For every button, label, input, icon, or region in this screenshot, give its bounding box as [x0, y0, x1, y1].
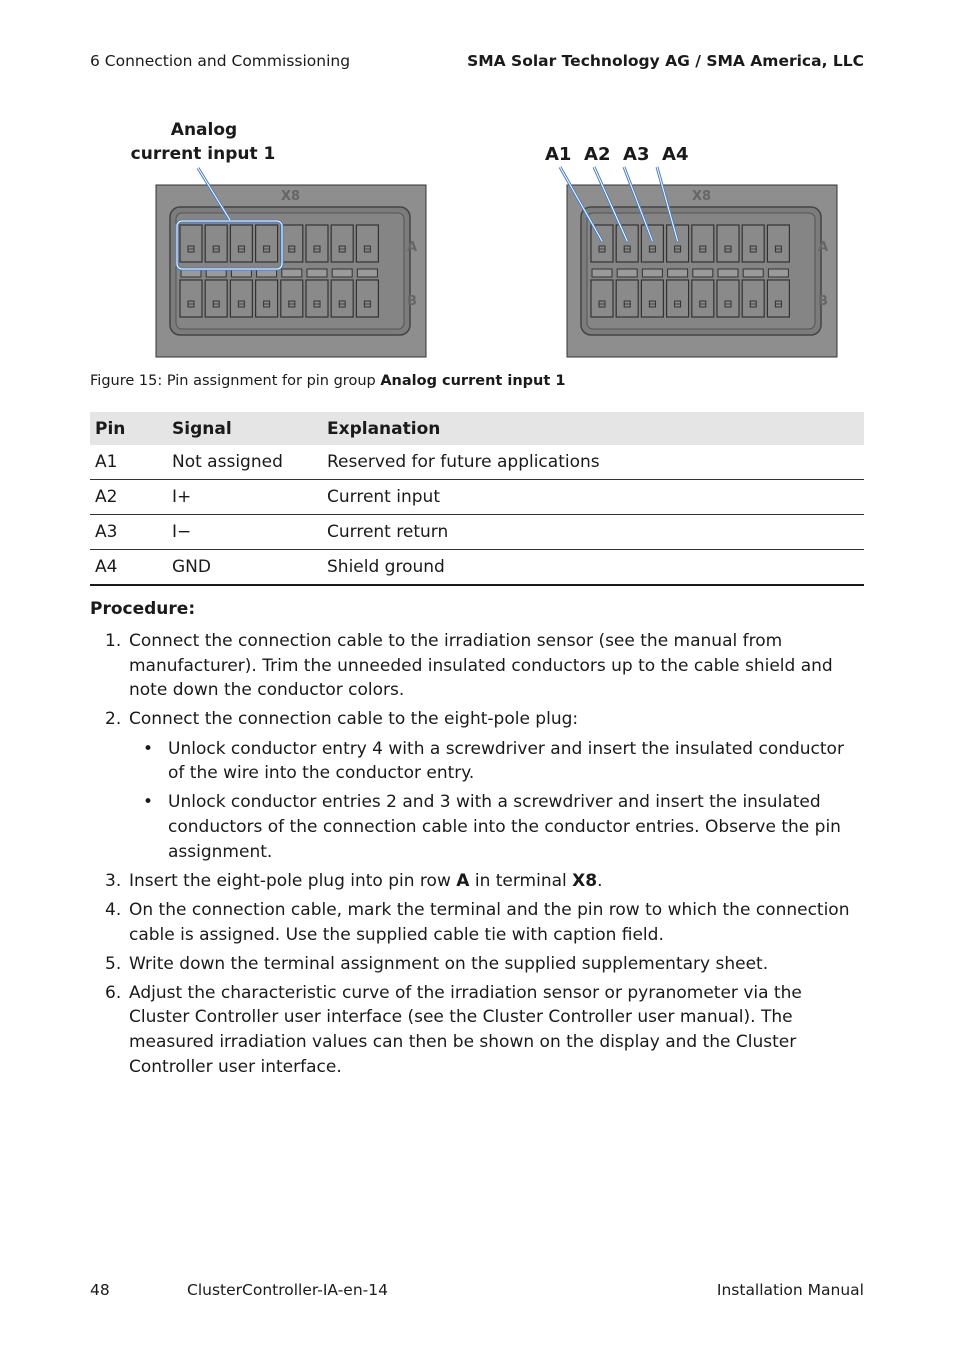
pin-assignment-table: [90, 412, 864, 586]
cell-signal: I+: [167, 480, 322, 515]
bullet-text: Unlock conductor entries 2 and 3 with a screwdriver and insert the insulated conductors of the connection cable into the conductor entries. Observe the pin assignment.: [168, 792, 841, 862]
pin-row-a: [356, 225, 378, 262]
pin-label-slot: [693, 269, 713, 277]
pin-row-b: [205, 280, 227, 317]
pin-row-a: [306, 225, 328, 262]
step-text: Connect the connection cable to the eight-pole plug:: [129, 709, 579, 730]
col-explanation: Explanation: [322, 412, 864, 445]
figure-left: [90, 110, 450, 370]
pin-row-b: [641, 280, 663, 317]
pin-label-slot: [668, 269, 688, 277]
procedure-step: [90, 869, 860, 894]
step-text: On the connection cable, mark the terminal and the pin row to which the connection cable is assigned. Use the supplied cable tie with caption field.: [129, 899, 850, 945]
procedure-title: Procedure:: [90, 599, 196, 619]
table-row: [90, 480, 864, 515]
pin-label-a4: A4: [662, 144, 689, 165]
col-signal: Signal: [167, 412, 322, 445]
step-number: 6.: [105, 982, 122, 1003]
bullet-item: [90, 790, 860, 864]
step-bold-terminal: X8: [572, 870, 598, 891]
terminal-label: X8: [692, 189, 712, 204]
pin-row-a: [742, 225, 764, 262]
row-label-b: B: [818, 294, 828, 309]
cell-explanation: Current return: [322, 515, 864, 550]
cell-pin: A3: [90, 515, 167, 550]
step-text-part: Insert the eight-pole plug into pin row: [129, 870, 457, 891]
document-id: ClusterController-IA-en-14: [187, 1281, 388, 1299]
procedure-step: [90, 707, 860, 732]
procedure-step: [90, 898, 860, 947]
pin-row-a: [205, 225, 227, 262]
section-header: 6 Connection and Commissioning: [90, 52, 351, 70]
pin-label-a2: A2: [584, 144, 611, 165]
table-header-row: [90, 412, 864, 445]
pin-row-a: [180, 225, 202, 262]
pin-row-a: [692, 225, 714, 262]
pin-label-slot: [282, 269, 302, 277]
table-row: [90, 550, 864, 586]
step-text: Connect the connection cable to the irradiation sensor (see the manual from manufacturer). Trim the unneeded insulated conductors up to the cable shield and note down the conductor colors.: [129, 631, 833, 701]
pin-label-slot: [332, 269, 352, 277]
pin-row-a: [667, 225, 689, 262]
pin-row-b: [180, 280, 202, 317]
pin-row-b: [692, 280, 714, 317]
table-row: [90, 515, 864, 550]
row-label-b: B: [407, 294, 417, 309]
pin-row-a: [616, 225, 638, 262]
pin-row-a: [767, 225, 789, 262]
bullet-dot: •: [143, 738, 154, 759]
pin-label-slot: [592, 269, 612, 277]
bullet-text: Unlock conductor entry 4 with a screwdriver and insert the insulated conductor of the wire into the conductor entry.: [168, 738, 844, 784]
pin-row-b: [591, 280, 613, 317]
step-text: [129, 871, 603, 891]
pin-row-a: [230, 225, 252, 262]
step-text: Adjust the characteristic curve of the irradiation sensor or pyranometer via the Cluster Controller user interface (see the Cluster Controller user manual). The measured irradiation values can then be shown on the display and the Cluster Controller user interface.: [129, 982, 802, 1077]
cell-explanation: Shield ground: [322, 550, 864, 586]
cell-signal: I−: [167, 515, 322, 550]
procedure-step: [90, 952, 860, 977]
cell-pin: A4: [90, 550, 167, 586]
row-label-a: A: [818, 240, 829, 255]
caption-bold: Analog current input 1: [380, 373, 566, 389]
pin-row-b: [717, 280, 739, 317]
step-number: 4.: [105, 899, 122, 920]
cell-explanation: Current input: [322, 480, 864, 515]
cell-pin: A2: [90, 480, 167, 515]
page-number: 48: [90, 1281, 110, 1299]
pin-label-a1: A1: [545, 144, 572, 165]
step-number: 1.: [105, 631, 122, 651]
pin-row-a: [256, 225, 278, 262]
pin-row-b: [230, 280, 252, 317]
pin-label-slot: [718, 269, 738, 277]
pin-label-slot: [768, 269, 788, 277]
step-text-part: in terminal: [469, 870, 573, 891]
cell-pin: A1: [90, 445, 167, 480]
caption-prefix: Figure 15: Pin assignment for pin group: [90, 373, 381, 389]
pin-label-slot: [307, 269, 327, 277]
pin-row-a: [641, 225, 663, 262]
bullet-dot: •: [143, 792, 154, 813]
step-text-part: .: [597, 870, 603, 891]
pin-row-b: [616, 280, 638, 317]
terminal-label: X8: [281, 189, 301, 204]
pin-row-a: [331, 225, 353, 262]
pin-row-a: [717, 225, 739, 262]
table-row: [90, 445, 864, 480]
pin-row-b: [256, 280, 278, 317]
cell-explanation: Reserved for future applications: [322, 445, 864, 480]
step-bold-row: A: [456, 870, 470, 891]
pin-row-b: [356, 280, 378, 317]
pin-row-b: [767, 280, 789, 317]
procedure-step: [90, 981, 860, 1079]
figure-right: [500, 110, 860, 370]
step-number: 5.: [105, 953, 122, 974]
pin-row-a: [591, 225, 613, 262]
procedure-step: [90, 629, 860, 703]
pin-row-b: [742, 280, 764, 317]
pin-row-a: [281, 225, 303, 262]
figure-caption: [90, 373, 565, 389]
pin-label-slot: [357, 269, 377, 277]
company-header: SMA Solar Technology AG / SMA America, LLC: [467, 52, 864, 70]
pin-row-b: [281, 280, 303, 317]
col-pin: Pin: [90, 412, 167, 445]
pin-label-slot: [617, 269, 637, 277]
row-label-a: A: [407, 240, 418, 255]
pin-label-slot: [642, 269, 662, 277]
pin-row-b: [331, 280, 353, 317]
manual-type: Installation Manual: [716, 1281, 864, 1299]
pin-row-b: [306, 280, 328, 317]
bullet-item: [90, 737, 860, 786]
figure-left-label-line1: Analog: [170, 120, 238, 140]
pin-label-slot: [743, 269, 763, 277]
step-number: 3.: [105, 870, 122, 891]
pin-row-b: [667, 280, 689, 317]
step-text: Write down the terminal assignment on the supplied supplementary sheet.: [129, 953, 769, 974]
figure-left-label-line2: current input 1: [130, 144, 276, 164]
procedure-steps: [90, 629, 860, 1084]
step-number: 2.: [105, 709, 122, 730]
cell-signal: Not assigned: [167, 445, 322, 480]
cell-signal: GND: [167, 550, 322, 586]
pin-label-a3: A3: [623, 144, 650, 165]
